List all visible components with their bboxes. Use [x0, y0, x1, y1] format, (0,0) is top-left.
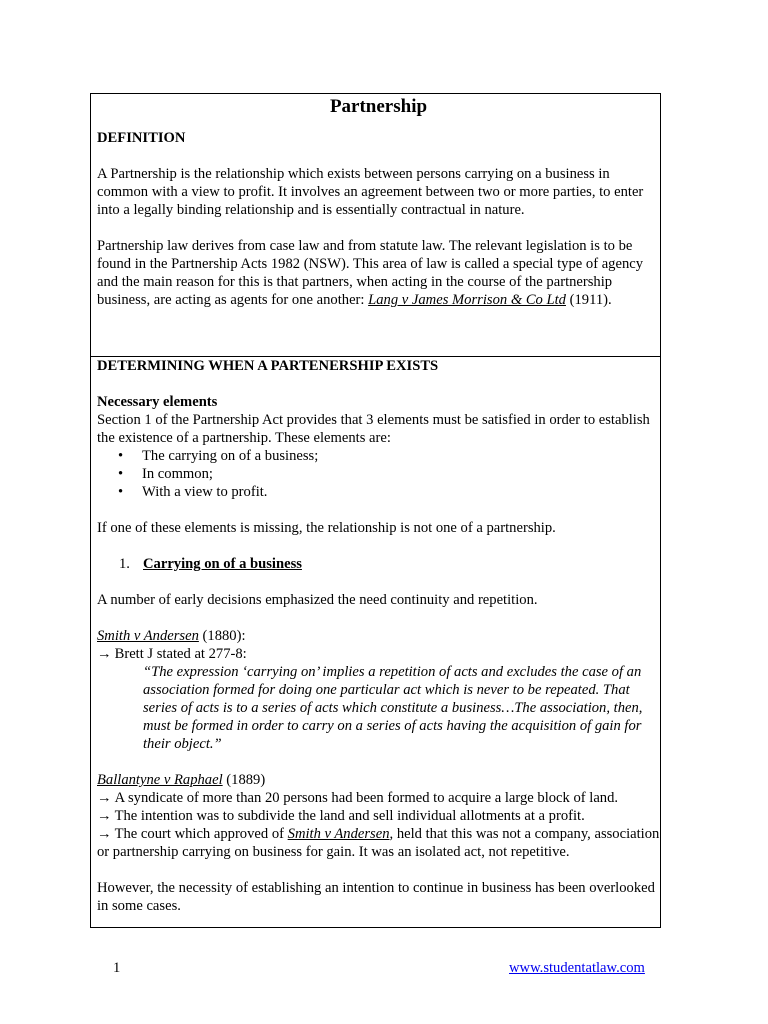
list-item-text: In common; — [142, 466, 213, 482]
numbered-heading — [97, 555, 660, 573]
bullet-icon: • — [118, 484, 124, 500]
arrow-right-icon: → — [97, 808, 112, 824]
case-name-ballantyne: Ballantyne v Raphael — [97, 772, 223, 788]
case-name-smith: Smith v Andersen — [97, 628, 199, 644]
case-smith-andersen — [97, 627, 660, 645]
list-item — [97, 447, 660, 465]
case-ballantyne-point-3-post: , held that this was not a company, association or partnership carrying on business for gain. It was an isolated act, not repetitive. — [97, 826, 660, 860]
definition-paragraph-2-text: Partnership law derives from case law and from statute law. The relevant legislation is to be found in the Partnership Acts 1982 (NSW). This area of law is called a special type of agency and the main reason for this is that partners, when acting in the course of the partnership business, are acting as agents for one another: — [97, 238, 644, 308]
arrow-right-icon: → — [97, 790, 112, 806]
definition-paragraph-1: A Partnership is the relationship which exists between persons carrying on a business in common with a view to profit. It involves an agreement between two or more parties, to enter into a legally binding relationship and is essentially contractual in nature. — [97, 166, 644, 218]
numbered-heading-title: Carrying on of a business — [143, 556, 302, 572]
page-title: Partnership — [329, 96, 428, 117]
case-smith-quote: “The expression ‘carrying on’ implies a repetition of acts and excludes the case of an association formed for doing one particular act which is never to be repeated. That series of acts is to a series of acts which constitute a business…The association, then, must be formed in order to carry on a series of acts having the acquisition of gain for their object.” — [143, 664, 643, 752]
bullet-icon: • — [118, 448, 124, 464]
numbered-heading-number: 1. — [119, 556, 130, 572]
case-ballantyne-point-1-text: A syndicate of more than 20 persons had been formed to acquire a large block of land. — [114, 790, 619, 806]
case-ballantyne-point-1 — [97, 789, 660, 807]
case-ballantyne-raphael — [97, 771, 660, 789]
bullet-icon: • — [118, 466, 124, 482]
arrow-right-icon: → — [97, 826, 112, 842]
determining-heading: DETERMINING WHEN A PARTENERSHIP EXISTS — [97, 358, 439, 374]
case-smith-point-text: Brett J stated at 277-8: — [114, 646, 247, 662]
website-link[interactable]: www.studentatlaw.com — [509, 960, 645, 976]
case-link-lang: Lang v James Morrison & Co Ltd — [368, 292, 566, 308]
case-smith-point — [97, 645, 660, 663]
case-ballantyne-point-2-text: The intention was to subdivide the land and sell individual allotments at a profit. — [114, 808, 585, 824]
list-item-text: The carrying on of a business; — [142, 448, 319, 464]
elements-intro: Section 1 of the Partnership Act provides that 3 elements must be satisfied in order to establish the existence of a partnership. These elements are: — [97, 412, 650, 446]
list-item-text: With a view to profit. — [142, 484, 268, 500]
definition-section — [91, 94, 660, 357]
case-year-ballantyne: (1889) — [226, 772, 266, 788]
definition-paragraph-2 — [97, 237, 660, 309]
page-number: 1 — [113, 960, 121, 976]
definition-heading: DEFINITION — [97, 130, 186, 146]
case-ballantyne-point-2 — [97, 807, 660, 825]
closing-paragraph: However, the necessity of establishing an intention to continue in business has been overlooked in some cases. — [97, 880, 655, 914]
list-item — [97, 483, 660, 501]
case-ref-smith: Smith v Andersen — [287, 826, 390, 842]
case-ballantyne-point-3 — [97, 825, 660, 861]
necessary-elements-heading: Necessary elements — [97, 394, 218, 410]
content-box — [90, 93, 661, 928]
arrow-right-icon: → — [97, 646, 112, 662]
missing-element-note: If one of these elements is missing, the relationship is not one of a partnership. — [97, 520, 556, 536]
elements-list — [97, 447, 660, 501]
case-ballantyne-point-3-pre: The court which approved of — [114, 826, 288, 842]
case-year-smith: (1880): — [202, 628, 246, 644]
list-item — [97, 465, 660, 483]
early-decisions-paragraph: A number of early decisions emphasized the need continuity and repetition. — [97, 592, 538, 608]
case-year-lang: (1911). — [569, 292, 612, 308]
determining-section — [91, 357, 660, 927]
